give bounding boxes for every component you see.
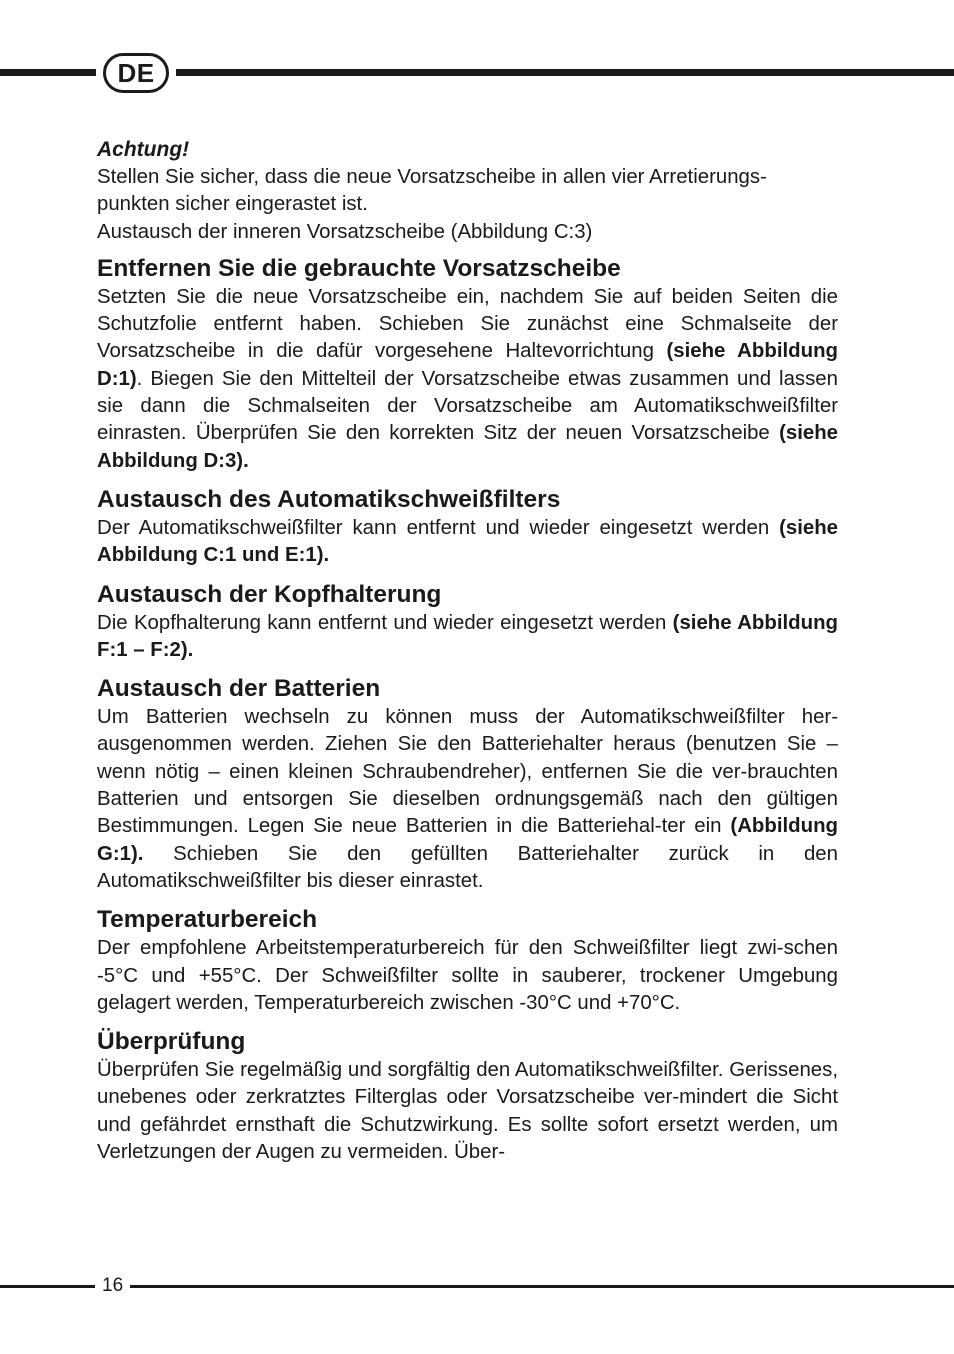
paragraph-temperature: Der empfohlene Arbeitstemperaturbereich für den Schweißfilter liegt zwi-schen -5°C und +55°C. Der Schweißfilter sollte in sauberer, trockener Umgebung gelagert werden, Temperaturbereich zwischen -30°C und +70°C.: [97, 937, 838, 1014]
paragraph-batteries: [97, 704, 838, 895]
replace-inner-lens-ref: (Abbildung C:3): [450, 220, 593, 243]
replace-inner-lens-text: Austausch der inneren Vorsatzscheibe: [97, 220, 451, 243]
headband-ref-1: (siehe Abbildung F:1 – F:2).: [97, 611, 838, 661]
filter-text-1: Der Automatikschweißfilter kann entfernt und wieder eingesetzt werden: [97, 516, 780, 539]
paragraph-remove-lens: [97, 284, 838, 475]
heading-batteries: Austausch der Batterien: [97, 675, 381, 703]
header-rule-right: [176, 69, 954, 76]
paragraph-filter: [97, 515, 838, 570]
language-badge: DE: [103, 53, 169, 93]
remove-lens-text-2: . Biegen Sie den Mittelteil der Vorsatzscheibe etwas zusammen und lassen sie dann die Schmalseiten der Vorsatzscheibe am Automatikschweißfilter einrasten. Überprüfen Sie den korrekten Sitz der neuen Vorsatzscheibe: [97, 367, 838, 445]
heading-inspection: Überprüfung: [97, 1028, 246, 1056]
remove-lens-ref-1: (siehe Abbildung D:1): [97, 340, 838, 390]
heading-filter: Austausch des Automatikschweißfilters: [97, 485, 561, 513]
heading-temperature: Temperaturbereich: [97, 906, 318, 934]
batteries-text-2: Schieben Sie den gefüllten Batteriehalter zurück in den Automatikschweißfilter bis dieser einrastet.: [97, 842, 838, 892]
header-rule-left: [0, 69, 96, 76]
remove-lens-text-1: Setzten Sie die neue Vorsatzscheibe ein, nachdem Sie auf beiden Seiten die Schutzfolie entfernt haben. Schieben Sie zunächst eine Schmalseite der Vorsatzscheibe in die dafür vorgesehene Haltevorrichtung: [97, 285, 838, 363]
page-number: 16: [102, 1275, 124, 1296]
heading-headband: Austausch der Kopfhalterung: [97, 580, 442, 608]
replace-inner-lens-line: [97, 219, 838, 246]
remove-lens-ref-2: (siehe Abbildung D:3).: [97, 422, 838, 472]
footer-rule-right: [130, 1285, 954, 1288]
batteries-ref-1: (Abbildung G:1).: [97, 815, 838, 865]
page-content: [97, 136, 838, 1166]
headband-text-1: Die Kopfhalterung kann entfernt und wieder eingesetzt werden: [97, 611, 673, 634]
paragraph-inspection: Überprüfen Sie regelmäßig und sorgfältig den Automatikschweißfilter. Gerissenes, unebenes oder zerkratztes Filterglas oder Vorsatzscheibe ver-mindert die Sicht und gefährdet ernsthaft die Schutzwirkung. Es sollte sofort ersetzt werden, um Verletzungen der Augen zu vermeiden. Über-: [97, 1059, 838, 1164]
batteries-text-1: Um Batterien wechseln zu können muss der Automatikschweißfilter her-ausgenommen werden. Ziehen Sie den Batteriehalter heraus (benutzen Sie – wenn nötig – einen kleinen Schraubendreher), entfernen Sie die ver-brauchten Batterien und entsorgen Sie dieselben ordnungsgemäß nach den gültigen Bestimmungen. Legen Sie neue Batterien in die Batteriehal-ter ein: [97, 706, 838, 838]
warning-text: Stellen Sie sicher, dass die neue Vorsatzscheibe in allen vier Arretierungs-punkten sicher eingerastet ist.: [97, 166, 767, 216]
footer-rule-left: [0, 1285, 95, 1288]
heading-remove-lens: Entfernen Sie die gebrauchte Vorsatzscheibe: [97, 254, 621, 282]
warning-title: Achtung!: [97, 138, 190, 161]
paragraph-headband: [97, 610, 838, 665]
filter-ref-1: (siehe Abbildung C:1 und E:1).: [97, 516, 838, 567]
